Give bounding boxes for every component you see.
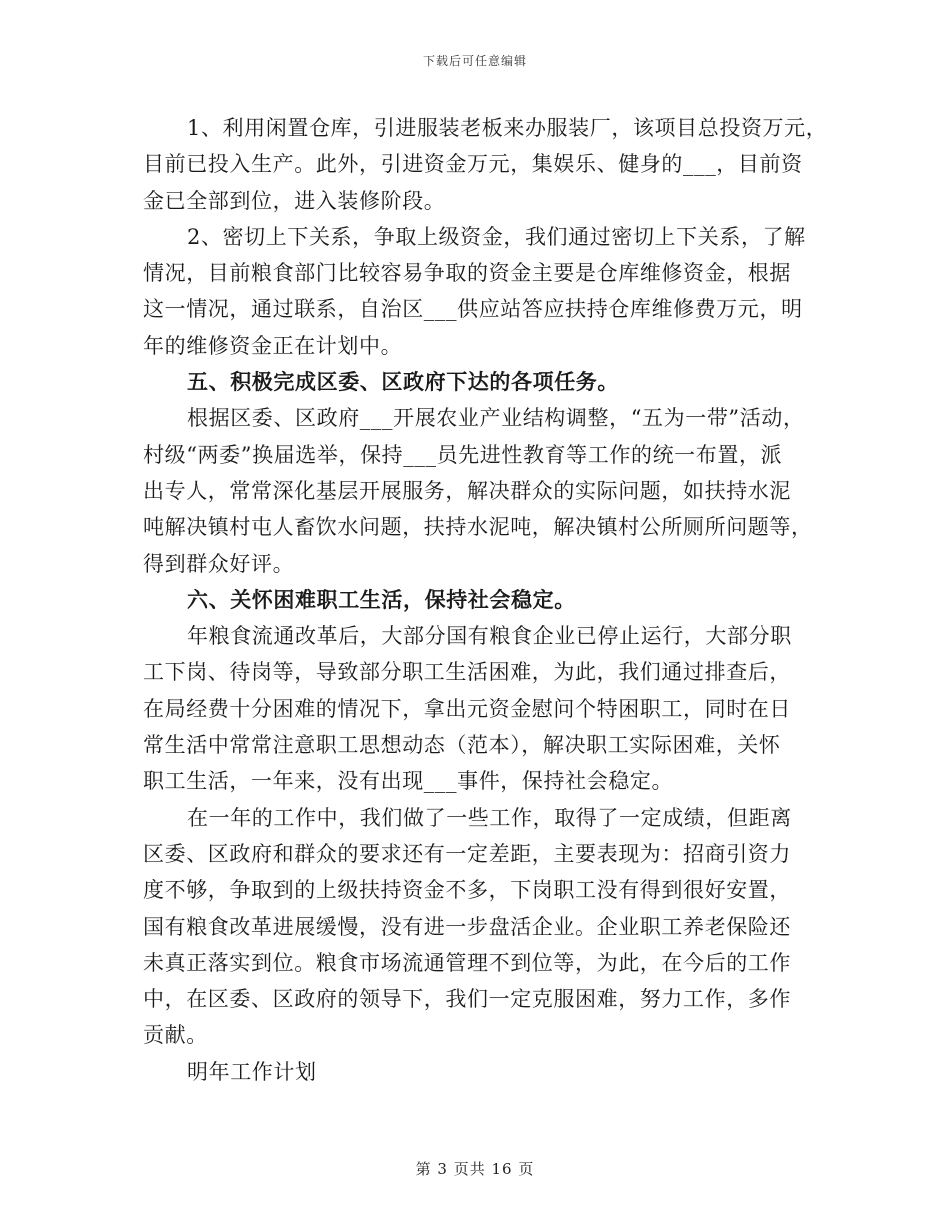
text-line: 1、利用闲置仓库，引进服装老板来办服装厂，该项目总投资万元，: [187, 116, 828, 140]
section-heading: 六、关怀困难职工生活，保持社会稳定。: [187, 586, 576, 612]
text-line: 出专人，常常深化基层开展服务，解决群众的实际问题，如扶持水泥: [143, 478, 791, 503]
text-line: 工下岗、待岗等，导致部分职工生活困难，为此，我们通过排查后，: [143, 660, 791, 685]
text-line: 年的维修资金正在计划中。: [143, 333, 403, 358]
text-line: 村级“两委”换届选举，保持___员先进性教育等工作的统一布置，派: [143, 442, 783, 467]
text-line: 这一情况，通过联系，自治区___供应站答应扶持仓库维修费万元，明: [143, 297, 803, 322]
text-line: 目前已投入生产。此外，引进资金万元，集娱乐、健身的___，目前资: [143, 152, 803, 177]
document-body: [143, 110, 828, 1090]
text-line: 度不够，争取到的上级扶持资金不多，下岗职工没有得到很好安置，: [143, 878, 791, 903]
text-line: 区委、区政府和群众的要求还有一定差距，主要表现为：招商引资力: [143, 841, 791, 866]
text-line: 得到群众好评。: [143, 551, 295, 576]
text-line: 情况，目前粮食部门比较容易争取的资金主要是仓库维修资金，根据: [143, 261, 791, 286]
text-line: 年粮食流通改革后，大部分国有粮食企业已停止运行，大部分职: [187, 624, 792, 649]
text-line: 国有粮食改革进展缓慢，没有进一步盘活企业。企业职工养老保险还: [143, 914, 791, 939]
text-line: 贡献。: [143, 1023, 208, 1048]
page-footer: 第 3 页共 16 页: [415, 1160, 535, 1178]
text-line: 根据区委、区政府___开展农业产业结构调整，“五为一带”活动，: [187, 406, 805, 431]
text-line: 常生活中常常注意职工思想动态（范本），解决职工实际困难，关怀: [143, 733, 781, 758]
text-line: 职工生活，一年来，没有出现___事件，保持社会稳定。: [143, 769, 674, 794]
text-line: 2、密切上下关系，争取上级资金，我们通过密切上下关系，了解: [187, 224, 806, 249]
text-line: 未真正落实到位。粮食市场流通管理不到位等，为此，在今后的工作: [143, 950, 791, 975]
text-line: 金已全部到位，进入装修阶段。: [143, 188, 446, 213]
text-line: 吨解决镇村屯人畜饮水问题，扶持水泥吨，解决镇村公所厕所问题等，: [143, 515, 813, 540]
page-header: 下载后可任意编辑: [422, 54, 527, 68]
section-heading: 五、积极完成区委、区政府下达的各项任务。: [187, 369, 619, 395]
text-line: 在局经费十分困难的情况下，拿出元资金慰问个特困职工，同时在日: [143, 696, 791, 721]
text-line: 中，在区委、区政府的领导下，我们一定克服困难，努力工作，多作: [143, 987, 791, 1012]
text-line: 在一年的工作中，我们做了一些工作，取得了一定成绩，但距离: [187, 805, 792, 830]
text-line: 明年工作计划: [187, 1059, 317, 1084]
